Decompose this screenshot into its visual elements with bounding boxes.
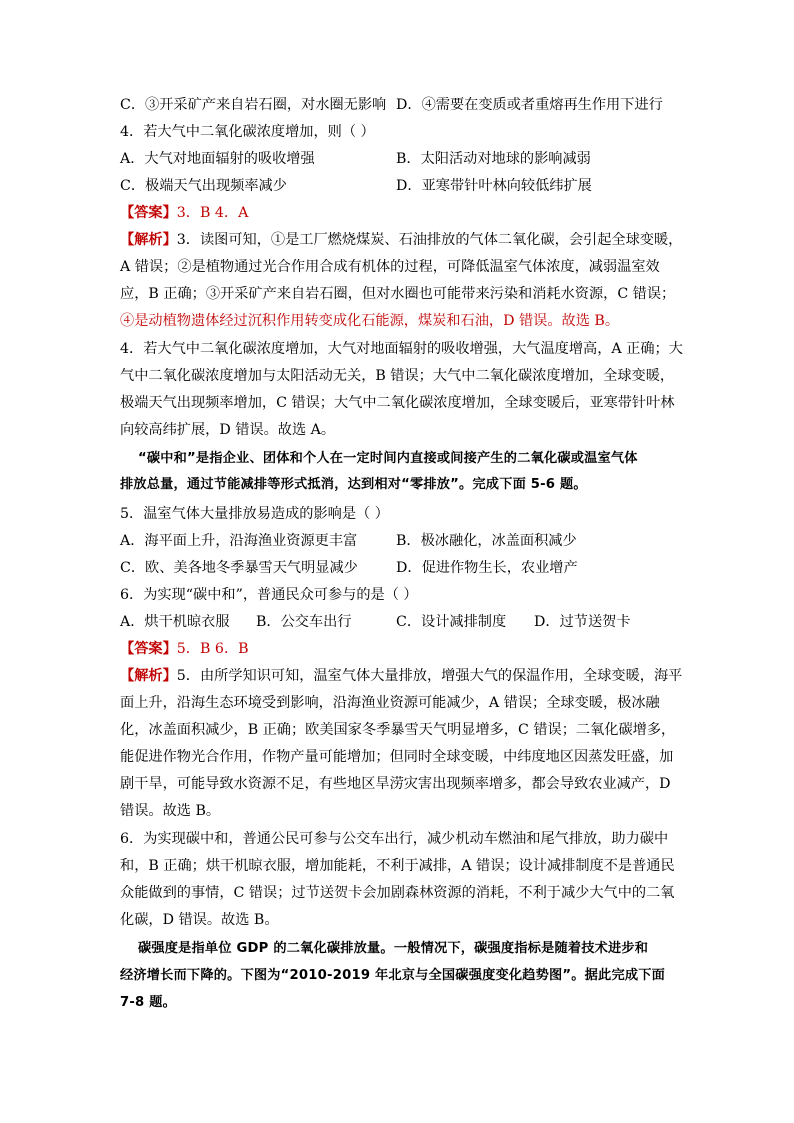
answer-tag: 【答案】 bbox=[120, 641, 177, 657]
q6-option-a: A．烘干机晾衣服 bbox=[120, 614, 230, 630]
q6-stem: 6．为实现“碳中和”，普通民众可参与的是（ ） bbox=[120, 587, 418, 603]
answer-text: 3．B 4．A bbox=[176, 205, 249, 221]
analysis-4-line-2: 气中二氧化碳浓度增加与太阳活动无关，B 错误；大气中二氧化碳浓度增加，全球变暖， bbox=[120, 368, 675, 384]
q3-option-c: C．③开采矿产来自岩石圈，对水圈无影响 bbox=[120, 97, 387, 113]
material-5-6-line-2: 排放总量，通过节能减排等形式抵消，达到相对“零排放”。完成下面 5-6 题。 bbox=[120, 477, 587, 492]
answer-3-4 bbox=[120, 204, 680, 222]
analysis-6-line-1: 6．为实现碳中和，普通公民可参与公交车出行，减少机动车燃油和尾气排放，助力碳中 bbox=[120, 831, 669, 847]
analysis-6-line-3: 众能做到的事情，C 错误；过节送贺卡会加剧森林资源的消耗，不利于减少大气中的二氧 bbox=[120, 885, 675, 901]
q5-stem: 5．温室气体大量排放易造成的影响是（ ） bbox=[120, 506, 389, 522]
q5-option-d: D．促进作物生长，农业增产 bbox=[396, 560, 578, 576]
analysis-5-line-2: 面上升，沿海生态环境受到影响，沿海渔业资源可能减少，A 错误；全球变暖，极冰融 bbox=[120, 695, 660, 711]
analysis-5-line-3: 化，冰盖面积减少，B 正确；欧美国家冬季暴雪天气明显增多，C 错误；二氧化碳增多， bbox=[120, 722, 676, 738]
analysis-5-line-4: 能促进作物光合作用，作物产量可能增加；但同时全球变暖，中纬度地区因蒸发旺盛，加 bbox=[120, 749, 674, 765]
analysis-6-line-4: 化碳，D 错误。故选 B。 bbox=[120, 912, 279, 928]
analysis-tag: 【解析】 bbox=[120, 232, 177, 248]
analysis-5-text-1: 5．由所学知识可知，温室气体大量排放，增强大气的保温作用，全球变暖，海平 bbox=[176, 668, 683, 684]
analysis-6-line-2: 和，B 正确；烘干机晾衣服，增加能耗，不利于减排，A 错误；设计减排制度不是普通民 bbox=[120, 858, 675, 874]
q6-option-d: D．过节送贺卡 bbox=[534, 614, 631, 630]
q6-option-c: C．设计减排制度 bbox=[396, 614, 507, 630]
analysis-4-line-4: 向较高纬扩展，D 错误。故选 A。 bbox=[120, 422, 336, 438]
material-7-8-line-1: 碳强度是指单位 GDP 的二氧化碳排放量。一般情况下，碳强度指标是随着技术进步和 bbox=[138, 941, 649, 956]
q4-options-row-ab bbox=[120, 150, 700, 168]
analysis-5-line-6: 错误。故选 B。 bbox=[120, 803, 221, 819]
analysis-3-line-2: A 错误；②是植物通过光合作用合成有机体的过程，可降低温室气体浓度，减弱温室效 bbox=[120, 259, 660, 275]
q4-stem: 4．若大气中二氧化碳浓度增加，则（ ） bbox=[120, 124, 375, 140]
material-5-6-line-1: “碳中和”是指企业、团体和个人在一定时间内直接或间接产生的二氧化碳或温室气体 bbox=[138, 451, 638, 466]
q5-options-row-cd bbox=[120, 559, 700, 577]
q5-option-b: B．极冰融化，冰盖面积减少 bbox=[396, 533, 577, 549]
q4-option-d: D．亚寒带针叶林向较低纬扩展 bbox=[396, 178, 592, 194]
material-7-8-line-3: 7-8 题。 bbox=[120, 995, 176, 1010]
analysis-3-line-1 bbox=[120, 231, 683, 249]
q5-option-c: C．欧、美各地冬季暴雪天气明显减少 bbox=[120, 560, 358, 576]
answer-tag: 【答案】 bbox=[120, 205, 177, 221]
q3-options-row-cd bbox=[120, 96, 700, 114]
analysis-5-line-5: 剧干旱，可能导致水资源不足，有些地区旱涝灾害出现频率增多，都会导致农业减产，D bbox=[120, 776, 671, 792]
analysis-5-line-1 bbox=[120, 667, 683, 685]
q4-option-b: B．太阳活动对地球的影响减弱 bbox=[396, 151, 591, 167]
answer-5-6 bbox=[120, 640, 680, 658]
q4-options-row-cd bbox=[120, 177, 700, 195]
analysis-3-line-3: 应，B 正确；③开采矿产来自岩石圈，但对水圈也可能带来污染和消耗水资源，C 错误； bbox=[120, 286, 676, 302]
q6-option-b: B．公交车出行 bbox=[256, 614, 352, 630]
analysis-tag: 【解析】 bbox=[120, 668, 177, 684]
analysis-4-line-1: 4．若大气中二氧化碳浓度增加，大气对地面辐射的吸收增强，大气温度增高，A 正确；大 bbox=[120, 341, 683, 357]
analysis-4-line-3: 极端天气出现频率增加，C 错误；大气中二氧化碳浓度增加，全球变暖后，亚寒带针叶林 bbox=[120, 395, 675, 411]
answer-text: 5．B 6．B bbox=[176, 641, 249, 657]
analysis-3-line-4: ④是动植物遗体经过沉积作用转变成化石能源，煤炭和石油，D 错误。故选 B。 bbox=[120, 313, 620, 329]
material-7-8-line-2: 经济增长而下降的。下图为“2010-2019 年北京与全国碳强度变化趋势图”。据此完成下面 bbox=[120, 968, 665, 983]
analysis-3-text-1: 3．读图可知，①是工厂燃烧煤炭、石油排放的气体二氧化碳，会引起全球变暖， bbox=[176, 232, 683, 248]
q3-option-d: D．④需要在变质或者重熔再生作用下进行 bbox=[396, 97, 663, 113]
q5-options-row-ab bbox=[120, 532, 700, 550]
q5-option-a: A．海平面上升，沿海渔业资源更丰富 bbox=[120, 533, 358, 549]
q4-option-c: C．极端天气出现频率减少 bbox=[120, 178, 287, 194]
q4-option-a: A．大气对地面辐射的吸收增强 bbox=[120, 151, 315, 167]
